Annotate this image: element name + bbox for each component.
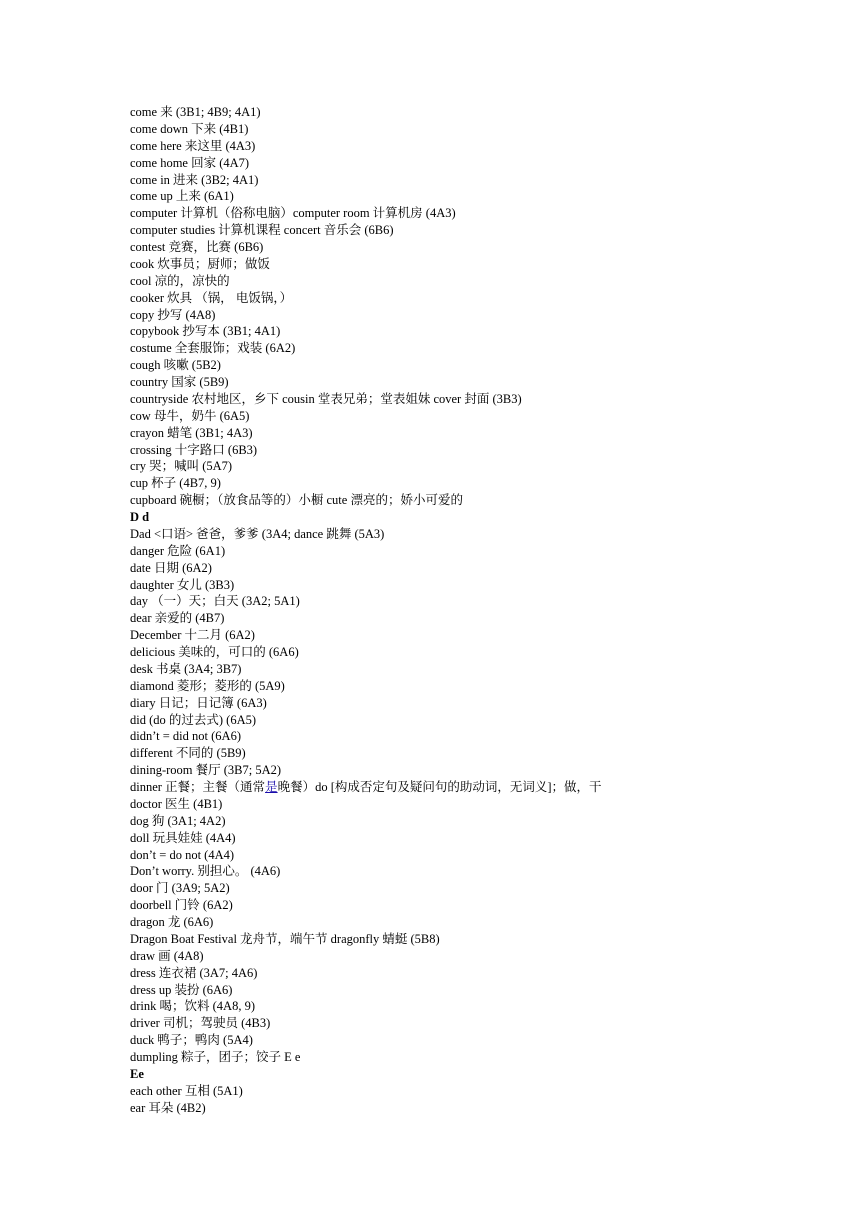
- vocab-entry: Don’t worry. 别担心。 (4A6): [130, 864, 281, 879]
- vocab-entry: cup 杯子 (4B7, 9): [130, 476, 221, 491]
- vocab-entry: different 不同的 (5B9): [130, 746, 246, 761]
- vocab-entry: each other 互相 (5A1): [130, 1083, 243, 1098]
- inline-link[interactable]: 是: [265, 780, 278, 794]
- vocab-entry: cooker 炊具 （锅， 电饭锅，）: [130, 290, 293, 305]
- vocab-entry: dress 连衣裙 (3A7; 4A6): [130, 965, 258, 980]
- vocab-entry: doctor 医生 (4B1): [130, 796, 223, 811]
- vocab-entry: dress up 装扮 (6A6): [130, 982, 233, 997]
- vocab-entry: contest 竞赛，比赛 (6B6): [130, 240, 264, 254]
- vocab-entry: cool 凉的，凉快的: [130, 273, 230, 288]
- vocab-entry: crossing 十字路口 (6B3): [130, 442, 258, 457]
- vocab-entry: cry 哭；喊叫 (5A7): [130, 459, 233, 474]
- vocab-entry: delicious 美味的，可口的 (6A6): [130, 645, 299, 659]
- vocab-entry: come down 下来 (4B1): [130, 121, 249, 136]
- vocab-entry: doorbell 门铃 (6A2): [130, 898, 233, 913]
- vocab-entry: Dragon Boat Festival 龙舟节，端午节 dragonfly 蜻蜓 (5B8): [130, 931, 440, 946]
- vocab-entry: dining-room 餐厅 (3B7; 5A2): [130, 763, 282, 778]
- vocab-entry: dog 狗 (3A1; 4A2): [130, 813, 226, 828]
- vocab-entry: cupboard 碗橱；（放食品等的）小橱 cute 漂亮的；娇小可爱的: [130, 493, 463, 508]
- vocab-entry: daughter 女儿 (3B3): [130, 577, 235, 592]
- vocabulary-list: [130, 104, 830, 1117]
- vocab-entry-dinner: [130, 779, 830, 796]
- vocab-entry: diamond 菱形；菱形的 (5A9): [130, 678, 285, 693]
- vocab-entry: drink 喝；饮料 (4A8, 9): [130, 999, 255, 1014]
- vocab-entry: draw 画 (4A8): [130, 948, 204, 963]
- vocab-entry: diary 日记；日记簿 (6A3): [130, 695, 267, 710]
- vocab-entry: ear 耳朵 (4B2): [130, 1100, 206, 1115]
- vocab-entry: Dad <口语> 爸爸，爹爹 (3A4; dance 跳舞 (5A3): [130, 526, 385, 541]
- vocab-entry: come up 上来 (6A1): [130, 189, 234, 204]
- vocab-entry: duck 鸭子；鸭肉 (5A4): [130, 1033, 253, 1048]
- vocab-entry: driver 司机；驾驶员 (4B3): [130, 1016, 271, 1031]
- vocab-entry: dragon 龙 (6A6): [130, 915, 214, 929]
- section-heading: Ee: [130, 1066, 144, 1081]
- vocab-entry: December 十二月 (6A2): [130, 628, 255, 643]
- vocab-entry: don’t = do not (4A4): [130, 847, 235, 862]
- vocab-entry: computer studies 计算机课程 concert 音乐会 (6B6): [130, 223, 394, 238]
- vocab-entry: come home 回家 (4A7): [130, 155, 250, 170]
- section-heading: D d: [130, 510, 150, 524]
- vocab-entry: door 门 (3A9; 5A2): [130, 881, 230, 896]
- vocab-entry: did (do 的过去式) (6A5): [130, 712, 257, 727]
- vocab-entry: cook 炊事员；厨师；做饭: [130, 256, 270, 271]
- vocab-entry: cough 咳嗽 (5B2): [130, 358, 221, 373]
- vocab-entry: dear 亲爱的 (4B7): [130, 611, 225, 626]
- vocab-entry: dumpling 粽子，团子；饺子 E e: [130, 1050, 301, 1064]
- vocab-entry: danger 危险 (6A1): [130, 543, 226, 558]
- vocab-entry: doll 玩具娃娃 (4A4): [130, 830, 236, 845]
- dinner-text-after: 晚餐）do [构成否定句及疑问句的助动词，无词义]；做，干: [277, 780, 602, 794]
- vocab-entry: country 国家 (5B9): [130, 375, 229, 389]
- vocab-entry: day （一）天；白天 (3A2; 5A1): [130, 594, 300, 609]
- vocab-entry: copy 抄写 (4A8): [130, 307, 216, 322]
- vocab-entry: countryside 农村地区，乡下 cousin 堂表兄弟；堂表姐妹 cover 封面 (3B3): [130, 391, 522, 406]
- vocab-entry: cow 母牛，奶牛 (6A5): [130, 408, 250, 423]
- vocab-entry: come here 来这里 (4A3): [130, 138, 256, 153]
- vocab-entry: come in 进来 (3B2; 4A1): [130, 172, 259, 187]
- vocab-entry: computer 计算机（俗称电脑）computer room 计算机房 (4A3): [130, 206, 456, 221]
- vocab-entry: copybook 抄写本 (3B1; 4A1): [130, 324, 281, 339]
- vocab-entry: costume 全套服饰；戏装 (6A2): [130, 341, 296, 356]
- vocab-entry: date 日期 (6A2): [130, 560, 212, 575]
- vocab-entry: didn’t = did not (6A6): [130, 729, 241, 744]
- vocab-entry: desk 书桌 (3A4; 3B7): [130, 661, 242, 676]
- vocab-entry: crayon 蜡笔 (3B1; 4A3): [130, 425, 253, 440]
- vocab-entry: come 来 (3B1; 4B9; 4A1): [130, 105, 261, 119]
- dinner-text-before: dinner 正餐；主餐（通常: [130, 780, 266, 794]
